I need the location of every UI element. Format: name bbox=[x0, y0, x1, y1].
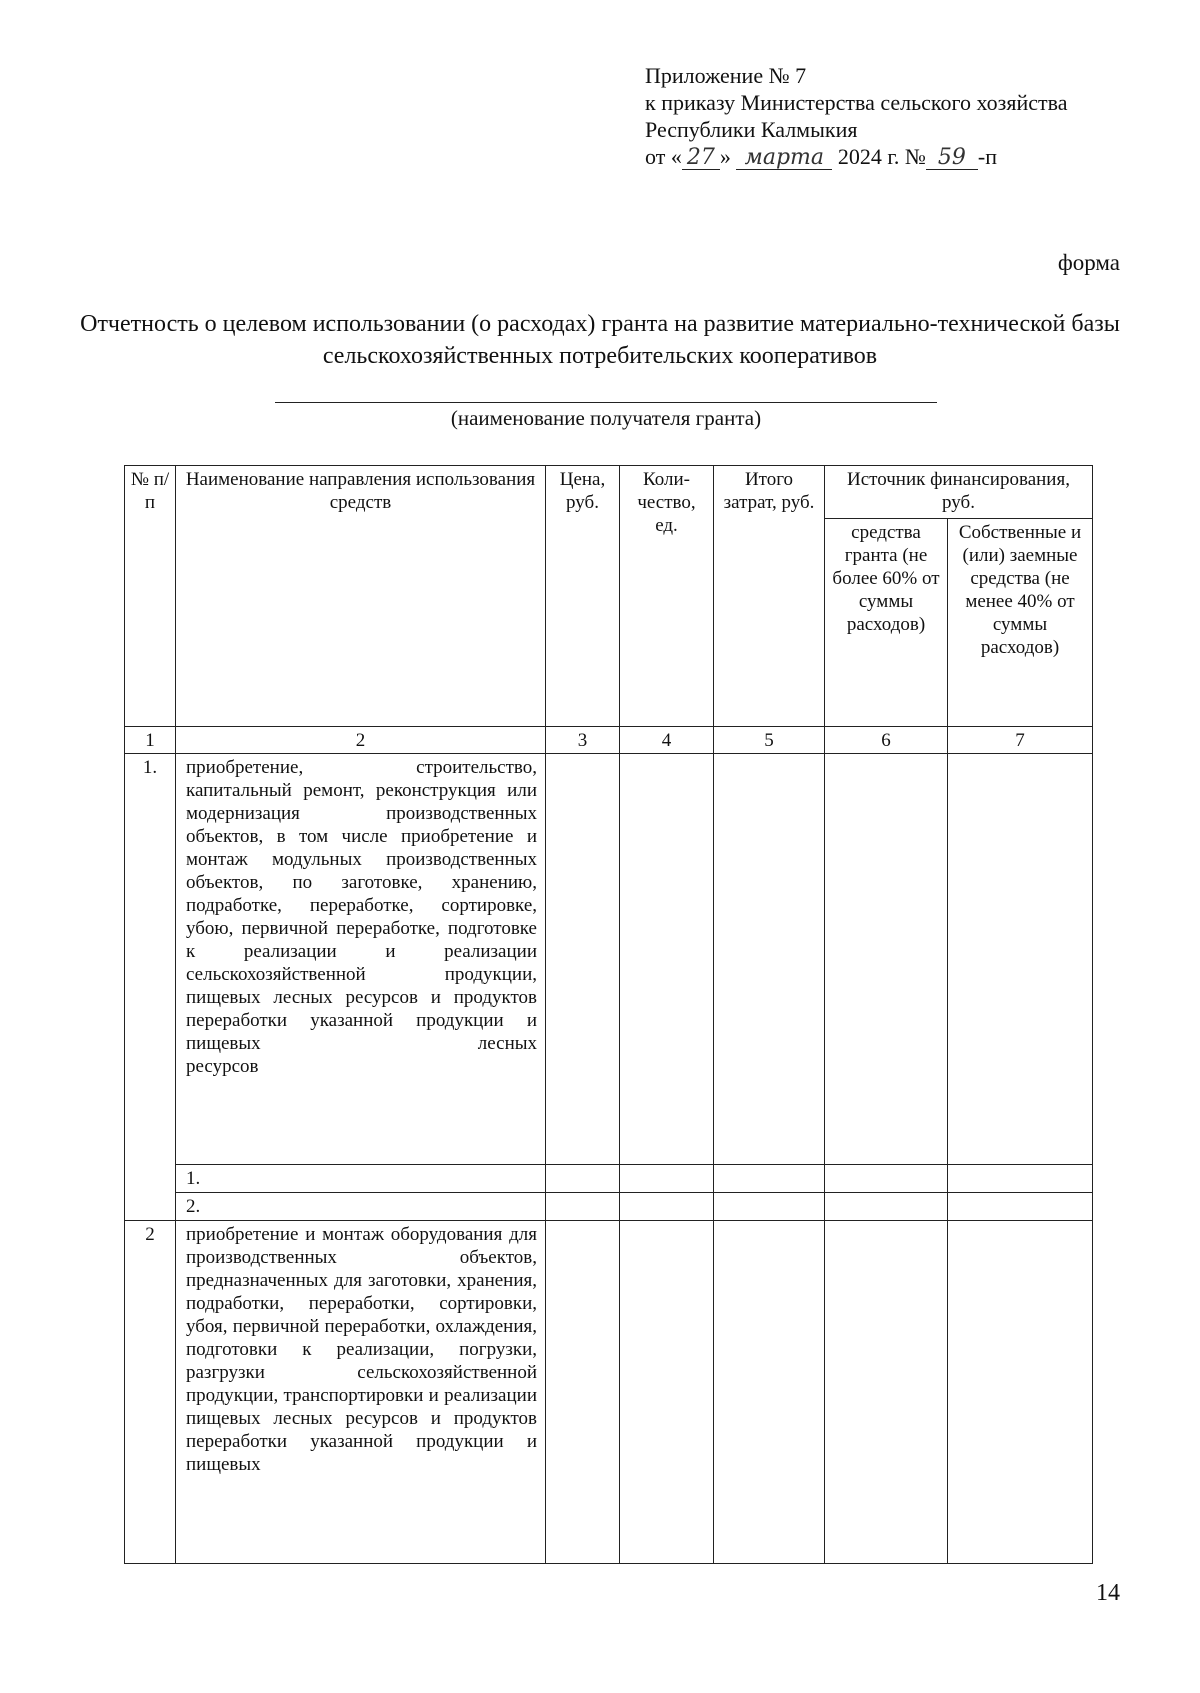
header-grant-funds: средства гранта (не более 60% от суммы расходов) bbox=[825, 519, 948, 727]
grant-cell[interactable] bbox=[825, 754, 948, 1165]
total-cell[interactable] bbox=[714, 1193, 825, 1221]
price-cell[interactable] bbox=[546, 1221, 620, 1564]
report-table bbox=[124, 465, 1093, 1564]
grant-cell[interactable] bbox=[825, 1221, 948, 1564]
order-date-line bbox=[645, 143, 1067, 170]
sub-row bbox=[125, 1165, 1093, 1193]
table-row bbox=[125, 754, 1093, 1165]
own-funds-cell[interactable] bbox=[948, 1193, 1093, 1221]
direction-text-end: ресурсов bbox=[186, 1056, 259, 1077]
grant-cell[interactable] bbox=[825, 1165, 948, 1193]
document-title: Отчетность о целевом использовании (о расходах) гранта на развитие материально-технической базы сельскохозяйственных потребительских кооперативов bbox=[80, 311, 1120, 369]
sub-item-number: 1. bbox=[176, 1165, 546, 1193]
order-number: 59 bbox=[926, 147, 978, 170]
quantity-cell[interactable] bbox=[620, 1193, 714, 1221]
row-number: 1. bbox=[125, 754, 176, 1221]
order-suffix: -п bbox=[977, 144, 997, 169]
date-year: 2024 г. № bbox=[837, 144, 926, 169]
quantity-cell[interactable] bbox=[620, 1165, 714, 1193]
header-direction: Наименование направления использования средств bbox=[176, 466, 546, 727]
quantity-cell[interactable] bbox=[620, 1221, 714, 1564]
appendix-number: Приложение № 7 bbox=[645, 63, 807, 88]
column-number: 4 bbox=[620, 727, 714, 754]
header-total: Итого затрат, руб. bbox=[714, 466, 825, 727]
date-month: марта bbox=[736, 147, 832, 170]
column-number: 2 bbox=[176, 727, 546, 754]
own-funds-cell[interactable] bbox=[948, 1221, 1093, 1564]
header-quantity: Коли-чество, ед. bbox=[620, 466, 714, 727]
appendix-header bbox=[645, 62, 1067, 170]
date-mid: » bbox=[719, 144, 731, 169]
column-number: 7 bbox=[948, 727, 1093, 754]
header-own-funds: Собственные и (или) заемные средства (не менее 40% от суммы расходов) bbox=[948, 519, 1093, 727]
direction-description: приобретение и монтаж оборудования для производственных объектов, предназначенных для заготовки, хранения, подработки, переработки, сортировки, убоя, первичной переработки, охлаждения, подготовки к реализации, погрузки, разгрузки сельскохозяйственной продукции, транспортировки и реализации пищевых лесных ресурсов и продуктов переработки указанной продукции и пищевых bbox=[176, 1221, 546, 1564]
own-funds-cell[interactable] bbox=[948, 754, 1093, 1165]
header-price: Цена, руб. bbox=[546, 466, 620, 727]
total-cell[interactable] bbox=[714, 1221, 825, 1564]
own-funds-cell[interactable] bbox=[948, 1165, 1093, 1193]
row-number: 2 bbox=[125, 1221, 176, 1564]
quantity-cell[interactable] bbox=[620, 754, 714, 1165]
header-funding-source: Источник финансирования, руб. bbox=[825, 466, 1093, 519]
date-day: 27 bbox=[682, 147, 720, 170]
grant-cell[interactable] bbox=[825, 1193, 948, 1221]
column-number: 5 bbox=[714, 727, 825, 754]
republic-name: Республики Калмыкия bbox=[645, 117, 858, 142]
recipient-caption: (наименование получателя гранта) bbox=[450, 406, 762, 430]
table-row bbox=[125, 1221, 1093, 1564]
total-cell[interactable] bbox=[714, 1165, 825, 1193]
price-cell[interactable] bbox=[546, 1165, 620, 1193]
price-cell[interactable] bbox=[546, 1193, 620, 1221]
sub-item-number: 2. bbox=[176, 1193, 546, 1221]
column-number-row bbox=[125, 727, 1093, 754]
form-label: форма bbox=[1057, 250, 1120, 275]
column-number: 1 bbox=[125, 727, 176, 754]
header-num: № п/п bbox=[125, 466, 176, 727]
sub-row bbox=[125, 1193, 1093, 1221]
column-number: 6 bbox=[825, 727, 948, 754]
column-number: 3 bbox=[546, 727, 620, 754]
recipient-fill-line bbox=[275, 402, 937, 403]
header-row bbox=[125, 466, 1093, 519]
order-reference: к приказу Министерства сельского хозяйства bbox=[645, 90, 1068, 115]
direction-text: приобретение, строительство, капитальный ремонт, реконструкция или модернизация производственных объектов, в том числе приобретение и монтаж модульных производственных объектов, по заготовке, хранению, подработке, переработке, сортировке, убою, первичной переработке, подготовке к реализации и реализации сельскохозяйственной продукции, пищевых лесных ресурсов и продуктов переработки указанной продукции и пищевых лесных bbox=[186, 757, 537, 1054]
total-cell[interactable] bbox=[714, 754, 825, 1165]
direction-description bbox=[176, 754, 546, 1165]
price-cell[interactable] bbox=[546, 754, 620, 1165]
page-number: 14 bbox=[1096, 1580, 1120, 1606]
date-prefix: от « bbox=[645, 144, 682, 169]
